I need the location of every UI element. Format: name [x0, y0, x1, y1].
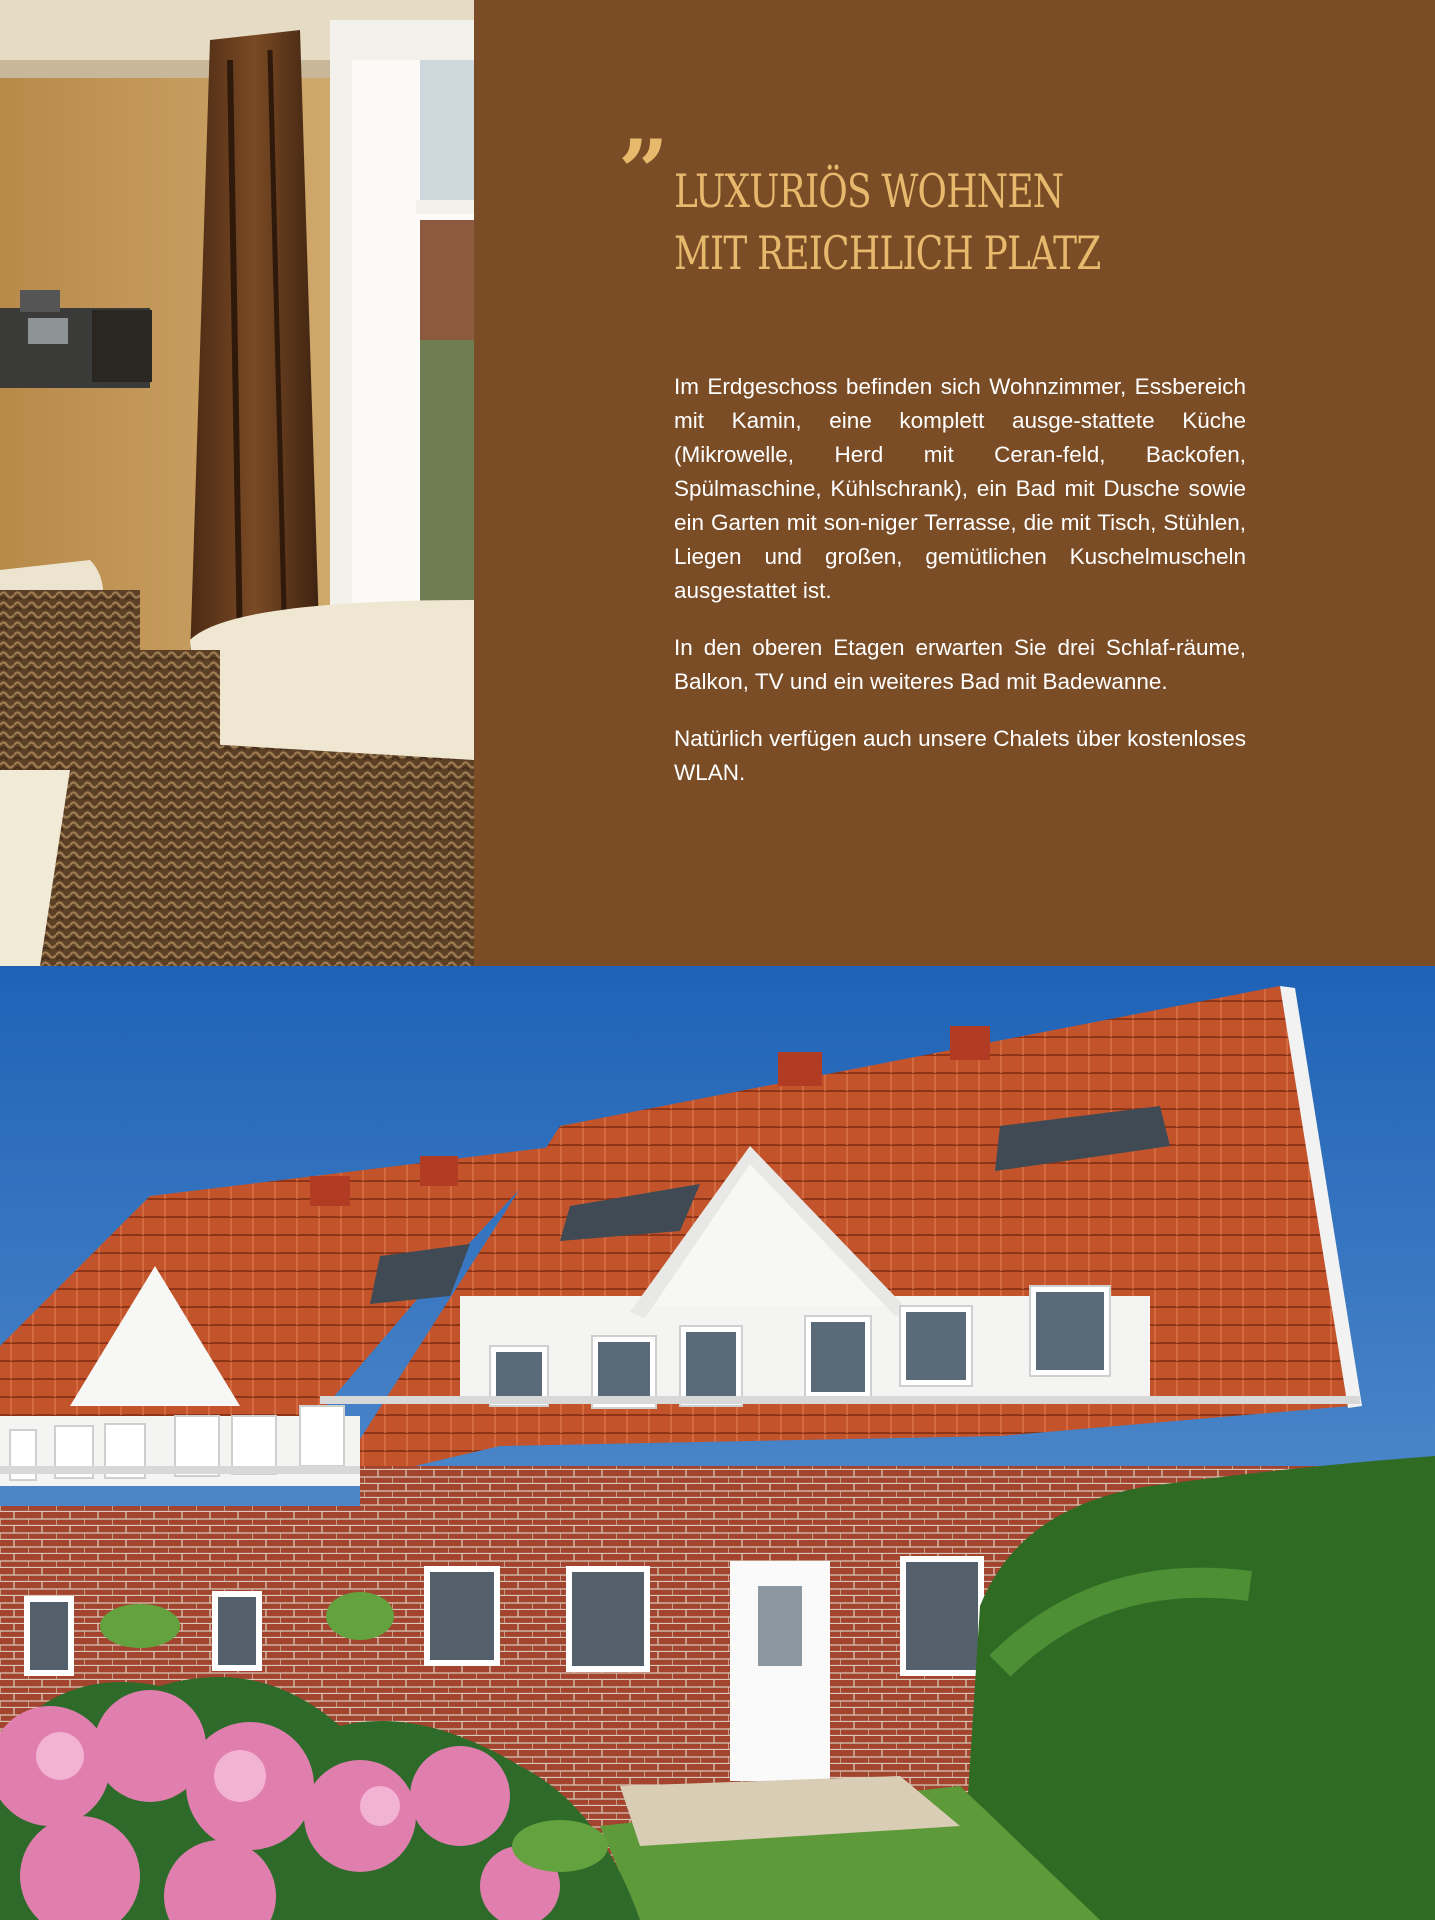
living-room-photo: [0, 0, 474, 966]
headline-line-2: MIT REICHLICH PLATZ: [674, 226, 1101, 280]
paragraph-upper-floors: In den oberen Etagen erwarten Sie drei Schlaf-räume, Balkon, TV und ein weiteres Bad mit Badewanne.: [674, 635, 1246, 694]
chalet-exterior-photo: [0, 966, 1435, 1920]
paragraph-ground-floor: Im Erdgeschoss befinden sich Wohnzimmer, Essbereich mit Kamin, eine komplett ausge-stattete Küche (Mikrowelle, Herd mit Ceran-feld, Backofen, Spülmaschine, Kühlschrank), ein Bad mit Dusche sowie ein Garten mit son-niger Terrasse, die mit Tisch, Stühlen, Liegen und großen, gemütlichen Kuschelmuscheln ausgestattet ist.: [674, 374, 1246, 603]
headline: [674, 160, 1142, 284]
quote-mark-icon: ”: [618, 120, 663, 224]
description-panel: [474, 0, 1435, 966]
paragraph-wlan: Natürlich verfügen auch unsere Chalets über kostenloses WLAN.: [674, 726, 1246, 785]
body-text: [674, 370, 1246, 813]
headline-line-1: LUXURIÖS WOHNEN: [674, 164, 1064, 218]
